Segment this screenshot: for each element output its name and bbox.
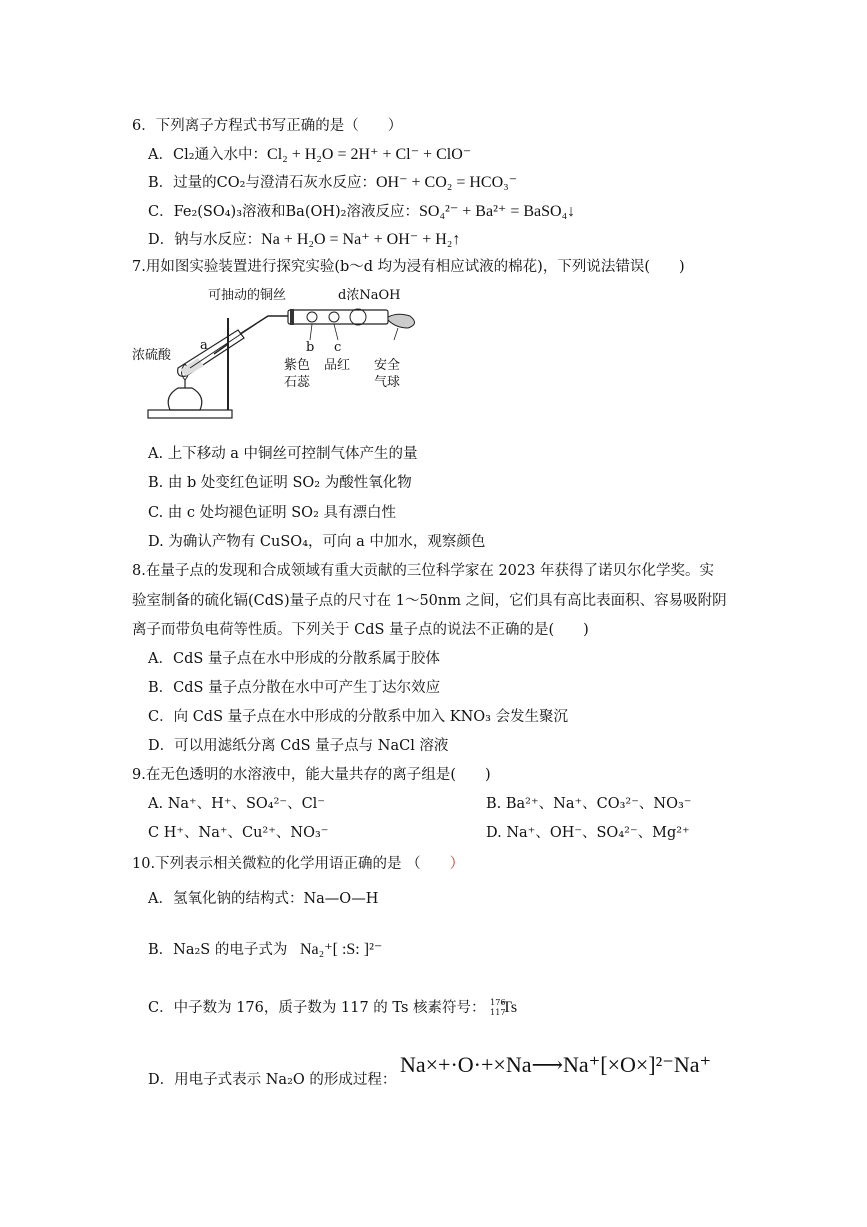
tube-stopper xyxy=(290,309,294,325)
nuclide-indices xyxy=(490,998,506,1018)
q7-option-d: D. 为确认产物有 CuSO₄，可向 a 中加水，观察颜色 xyxy=(148,534,486,550)
label-litmus-1: 紫色 xyxy=(284,358,311,373)
cotton-c xyxy=(329,312,339,322)
q10-stem xyxy=(132,854,464,874)
q6-a-label: A． xyxy=(148,147,173,163)
q6-option-d xyxy=(148,230,460,250)
apparatus-figure xyxy=(128,282,418,432)
horizontal-tube xyxy=(288,310,388,324)
label-pinkred: 品红 xyxy=(324,358,351,373)
q8-stem-3: 离子而带负电荷等性质。下列关于 CdS 量子点的说法不正确的是( ) xyxy=(132,622,589,638)
q8-stem-1: 8.在量子点的发现和合成领域有重大贡献的三位科学家在 2023 年获得了诺贝尔化学奖。实 xyxy=(132,563,714,579)
q10-option-c xyxy=(148,998,517,1018)
nuclide-mass-number: 176 xyxy=(490,998,506,1007)
q8-stem-2: 验室制备的硫化镉(CdS)量子点的尺寸在 1～50nm 之间，它们具有高比表面积、容易吸附阴 xyxy=(132,593,727,609)
q6-b-text: 过量的CO₂与澄清石灰水反应： xyxy=(173,175,376,191)
pointer-balloon xyxy=(394,328,398,340)
cotton-b xyxy=(307,312,317,322)
q9-option-b: B. Ba²⁺、Na⁺、CO₃²⁻、NO₃⁻ xyxy=(486,796,692,812)
delivery-tube xyxy=(240,316,288,334)
q6-a-equation: Cl₂ + H₂O = 2H⁺ + Cl⁻ + ClO⁻ xyxy=(267,146,472,163)
q10-stem-text: 10.下列表示相关微粒的化学用语正确的是 （ xyxy=(132,856,421,872)
label-balloon-1: 安全 xyxy=(374,358,401,373)
nuclide-symbol: Ts xyxy=(502,999,518,1016)
q6-d-label: D． xyxy=(148,232,175,248)
q10-b-formula: Na₂⁺[ :S: ]²⁻ xyxy=(299,941,383,958)
safety-balloon xyxy=(388,314,415,328)
q10-option-d: D．用电子式表示 Na₂O 的形成过程： xyxy=(148,1072,397,1088)
q9-stem: 9.在无色透明的水溶液中，能大量共存的离子组是( ) xyxy=(132,767,491,783)
label-acid: 浓硫酸 xyxy=(132,348,172,363)
q6-c-equation: SO₄²⁻ + Ba²⁺ = BaSO₄↓ xyxy=(419,203,576,220)
q10-option-b xyxy=(148,940,382,960)
q9-option-d: D. Na⁺、OH⁻、SO₄²⁻、Mg²⁺ xyxy=(486,825,690,841)
q9-option-c: C H⁺、Na⁺、Cu²⁺、NO₃⁻ xyxy=(148,825,329,841)
alcohol-lamp xyxy=(168,388,202,410)
label-balloon-2: 气球 xyxy=(374,375,401,390)
label-c: c xyxy=(334,340,342,355)
q6-b-label: B． xyxy=(148,175,174,191)
q6-option-c xyxy=(148,202,575,222)
q7-stem: 7.用如图实验装置进行探究实验(b～d 均为浸有相应试液的棉花)，下列说法错误( ) xyxy=(132,259,685,275)
q6-option-b xyxy=(148,173,517,193)
q6-d-text: 钠与水反应： xyxy=(174,232,262,248)
q10-d-formula: Na×+·O·+×Na⟶Na⁺[×O×]²⁻Na⁺ xyxy=(400,1052,712,1077)
q9-option-a: A. Na⁺、H⁺、SO₄²⁻、Cl⁻ xyxy=(148,796,325,812)
q6-b-equation: OH⁻ + CO₂ = HCO₃⁻ xyxy=(375,174,518,191)
label-copper-wire: 可抽动的铜丝 xyxy=(208,288,287,303)
q6-a-text: Cl₂通入水中： xyxy=(172,147,268,163)
q6-c-text: Fe₂(SO₄)₃溶液和Ba(OH)₂溶液反应： xyxy=(173,204,419,220)
pointer-b xyxy=(310,324,312,340)
label-a: a xyxy=(200,338,208,353)
q8-option-d: D．可以用滤纸分离 CdS 量子点与 NaCl 溶液 xyxy=(148,738,449,754)
q6-option-a xyxy=(148,145,471,165)
q10-stem-paren: ） xyxy=(449,856,465,872)
label-naoh: d浓NaOH xyxy=(338,288,401,303)
stand-base xyxy=(148,410,232,418)
q10-option-a: A．氢氧化钠的结构式：Na—O—H xyxy=(148,891,379,907)
label-litmus-2: 石蕊 xyxy=(284,375,311,390)
q8-option-c: C．向 CdS 量子点在水中形成的分散系中加入 KNO₃ 会发生聚沉 xyxy=(148,709,569,725)
q6-stem: 6．下列离子方程式书写正确的是（ ） xyxy=(132,118,403,134)
q10-b-text: B．Na₂S 的电子式为 xyxy=(148,942,288,958)
label-b: b xyxy=(306,340,315,355)
nuclide-atomic-number: 117 xyxy=(490,1008,506,1017)
q7-option-a: A. 上下移动 a 中铜丝可控制气体产生的量 xyxy=(148,446,418,462)
q8-option-b: B．CdS 量子点分散在水中可产生丁达尔效应 xyxy=(148,680,441,696)
cotton-d xyxy=(350,309,366,325)
q6-c-label: C． xyxy=(148,204,174,220)
q10-c-text: C．中子数为 176，质子数为 117 的 Ts 核素符号： xyxy=(148,1000,486,1016)
pointer-c xyxy=(334,324,338,340)
q6-d-equation: Na + H₂O = Na⁺ + OH⁻ + H₂↑ xyxy=(261,231,461,248)
q7-option-c: C. 由 c 处均褪色证明 SO₂ 具有漂白性 xyxy=(148,505,396,521)
q7-option-b: B. 由 b 处变红色证明 SO₂ 为酸性氧化物 xyxy=(148,475,412,491)
q8-option-a: A．CdS 量子点在水中形成的分散系属于胶体 xyxy=(148,651,440,667)
